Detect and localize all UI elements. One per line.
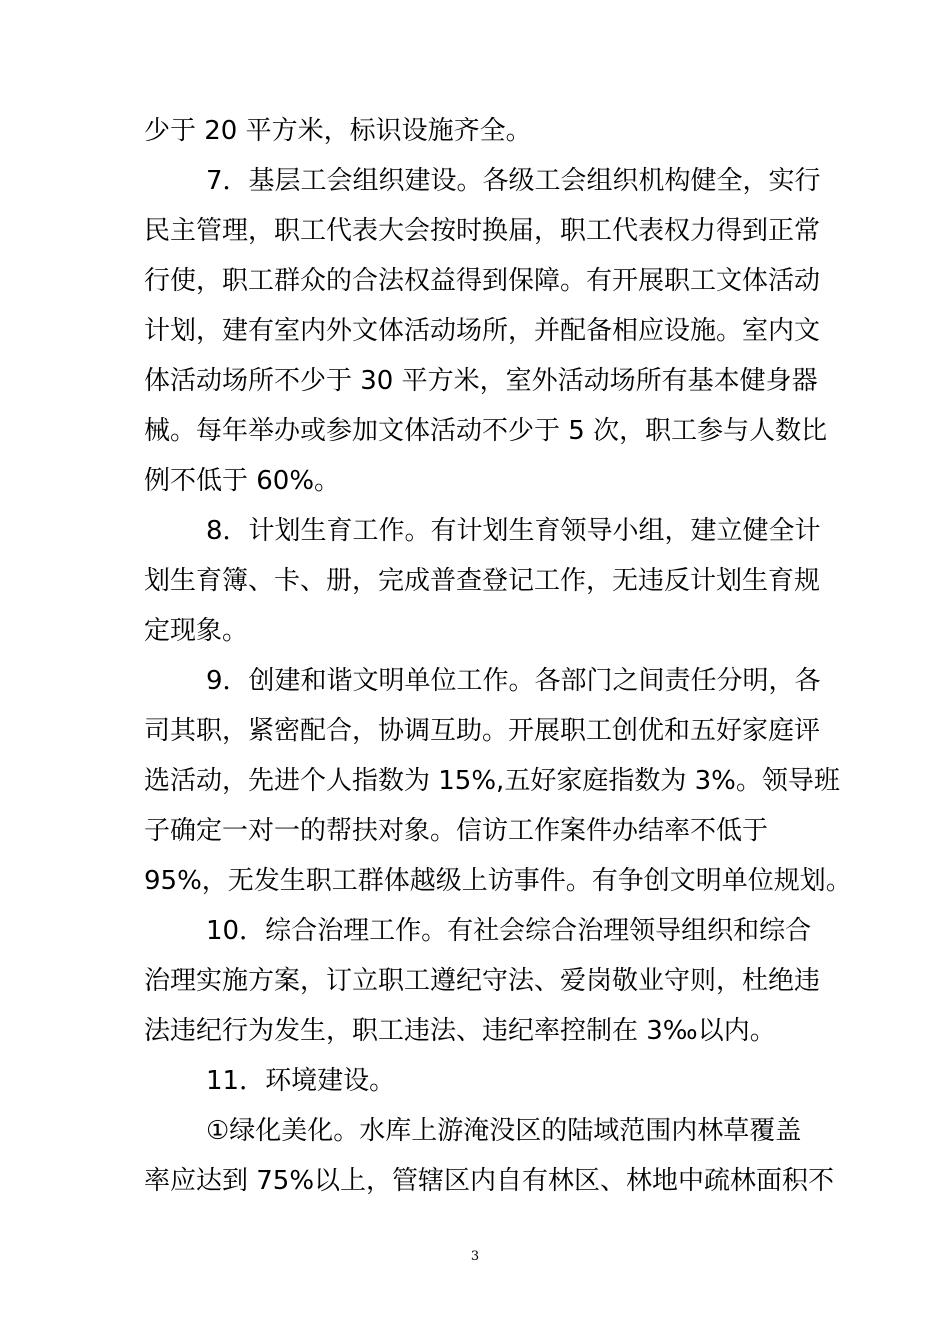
text-line: 8．计划生育工作。有计划生育领导小组，建立健全计 <box>206 516 821 546</box>
text-line: 10．综合治理工作。有社会综合治理领导组织和综合 <box>206 916 812 946</box>
text-line: 95%，无发生职工群体越级上访事件。有争创文明单位规划。 <box>144 866 852 896</box>
text-line: 11．环境建设。 <box>206 1066 396 1096</box>
text-line: 民主管理，职工代表大会按时换届，职工代表权力得到正常 <box>144 216 821 246</box>
text-line: 少于 20 平方米，标识设施齐全。 <box>144 116 532 146</box>
text-line: 子确定一对一的帮扶对象。信访工作案件办结率不低于 <box>144 816 769 846</box>
text-line: 例不低于 60%。 <box>144 466 341 496</box>
text-line: 司其职，紧密配合，协调互助。开展职工创优和五好家庭评 <box>144 716 821 746</box>
page-number: 3 <box>470 1249 480 1264</box>
text-line: 法违纪行为发生，职工违法、违纪率控制在 3‰以内。 <box>144 1016 776 1046</box>
text-line: 划生育簿、卡、册，完成普查登记工作，无违反计划生育规 <box>144 566 821 596</box>
text-line: 计划，建有室内外文体活动场所，并配备相应设施。室内文 <box>144 316 821 346</box>
body-text <box>144 106 852 1206</box>
text-line: 率应达到 75%以上，管辖区内自有林区、林地中疏林面积不 <box>144 1166 835 1196</box>
text-line: 治理实施方案，订立职工遵纪守法、爱岗敬业守则，杜绝违 <box>144 966 821 996</box>
text-line: 行使，职工群众的合法权益得到保障。有开展职工文体活动 <box>144 266 821 296</box>
text-line: 定现象。 <box>144 616 249 646</box>
text-line: 械。每年举办或参加文体活动不少于 5 次，职工参与人数比 <box>144 416 828 446</box>
text-line: ①绿化美化。水库上游淹没区的陆域范围内林草覆盖 <box>206 1116 802 1146</box>
text-line: 7．基层工会组织建设。各级工会组织机构健全，实行 <box>206 166 821 196</box>
text-line: 体活动场所不少于 30 平方米，室外活动场所有基本健身器 <box>144 366 818 396</box>
text-line: 选活动，先进个人指数为 15%,五好家庭指数为 3%。领导班 <box>144 766 840 796</box>
text-line: 9．创建和谐文明单位工作。各部门之间责任分明，各 <box>206 666 821 696</box>
